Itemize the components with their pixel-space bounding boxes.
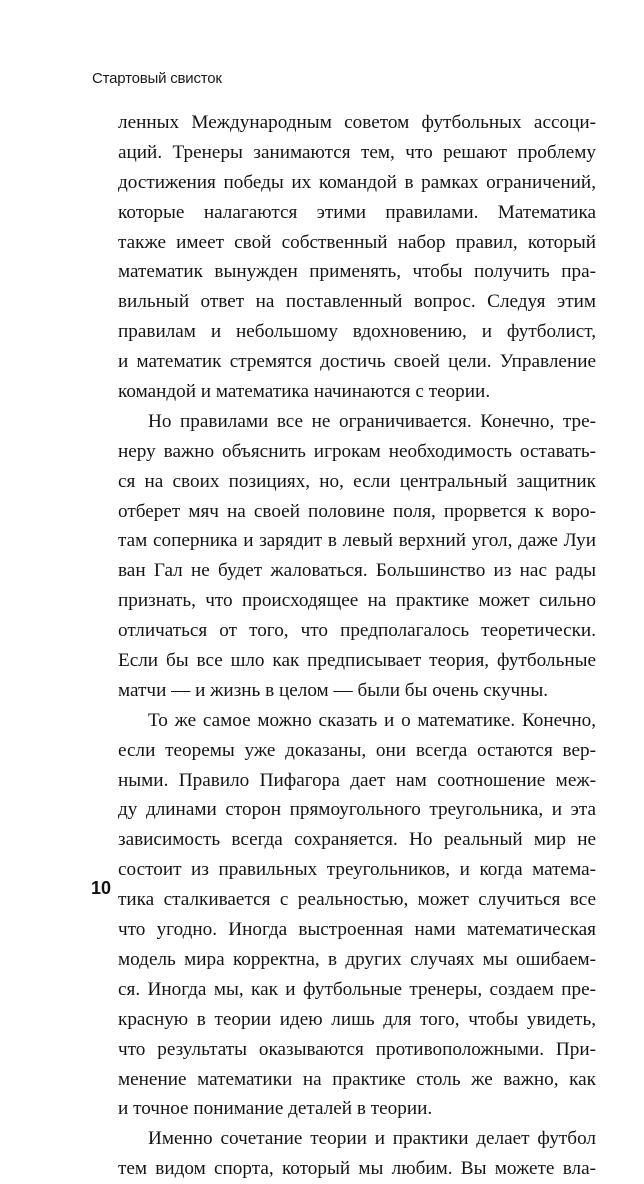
text-line: правилам и небольшому вдохновению, и футболист,	[118, 321, 596, 343]
text-line: тика сталкивается с реальностью, может случиться все	[118, 889, 596, 911]
running-head: Стартовый свисток	[92, 70, 222, 87]
text-line: ван Гал не будет жаловаться. Большинство из нас рады	[118, 560, 596, 582]
text-line: модель мира корректна, в других случаях мы ошибаем-	[118, 948, 596, 970]
text-line: Но правилами все не ограничивается. Конечно, тре-	[148, 410, 596, 432]
text-line: которые налагаются этими правилами. Математика	[118, 201, 596, 223]
body-text	[118, 108, 596, 1184]
text-line: аций. Тренеры занимаются тем, что решают проблему	[118, 141, 596, 163]
text-line: тем видом спорта, который мы любим. Вы можете вла-	[118, 1158, 596, 1180]
page-number: 10	[91, 878, 112, 898]
text-line: что результаты оказываются противоположными. При-	[118, 1038, 596, 1060]
text-line: ду длинами сторон прямоугольного треугольника, и эта	[118, 799, 596, 821]
text-line: ными. Правило Пифагора дает нам соотношение меж-	[118, 769, 596, 791]
text-line: математик вынужден применять, чтобы получить пра-	[118, 261, 596, 283]
text-line: Именно сочетание теории и практики делает футбол	[148, 1128, 596, 1150]
text-line: если теоремы уже доказаны, они всегда остаются вер-	[118, 739, 596, 761]
text-line: зависимость всегда сохраняется. Но реальный мир не	[118, 829, 596, 851]
text-line: командой и математика начинаются с теории.	[118, 381, 491, 403]
text-line: также имеет свой собственный набор правил, который	[118, 231, 596, 253]
text-line: матчи — и жизнь в целом — были бы очень скучны.	[118, 679, 549, 701]
text-line: там соперника и зарядит в левый верхний угол, даже Луи	[118, 530, 596, 552]
text-line: и математик стремятся достичь своей цели. Управление	[118, 351, 596, 373]
text-line: менение математики на практике столь же важно, как	[118, 1068, 596, 1090]
text-line: То же самое можно сказать и о математике. Конечно,	[148, 709, 596, 731]
text-line: и точное понимание деталей в теории.	[118, 1098, 433, 1120]
text-line: состоит из правильных треугольников, и когда матема-	[118, 859, 596, 881]
text-line: отберет мяч на своей половине поля, прорвется к воро-	[118, 500, 596, 522]
text-line: признать, что происходящее на практике может сильно	[118, 590, 596, 612]
text-line: ленных Международным советом футбольных ассоци-	[118, 112, 596, 133]
text-line: достижения победы их командой в рамках ограничений,	[118, 171, 596, 193]
text-line: ся. Иногда мы, как и футбольные тренеры, создаем пре-	[118, 978, 596, 1000]
text-line: Если бы все шло как предписывает теория, футбольные	[118, 650, 596, 672]
text-line: красную в теории идею лишь для того, чтобы увидеть,	[118, 1008, 596, 1030]
text-line: неру важно объяснить игрокам необходимость оставать-	[118, 440, 596, 462]
text-line: ся на своих позициях, но, если центральный защитник	[118, 470, 596, 492]
text-line: что угодно. Иногда выстроенная нами математическая	[118, 919, 596, 941]
text-line: отличаться от того, что предполагалось теоретически.	[118, 620, 596, 642]
text-line: вильный ответ на поставленный вопрос. Следуя этим	[118, 291, 596, 313]
